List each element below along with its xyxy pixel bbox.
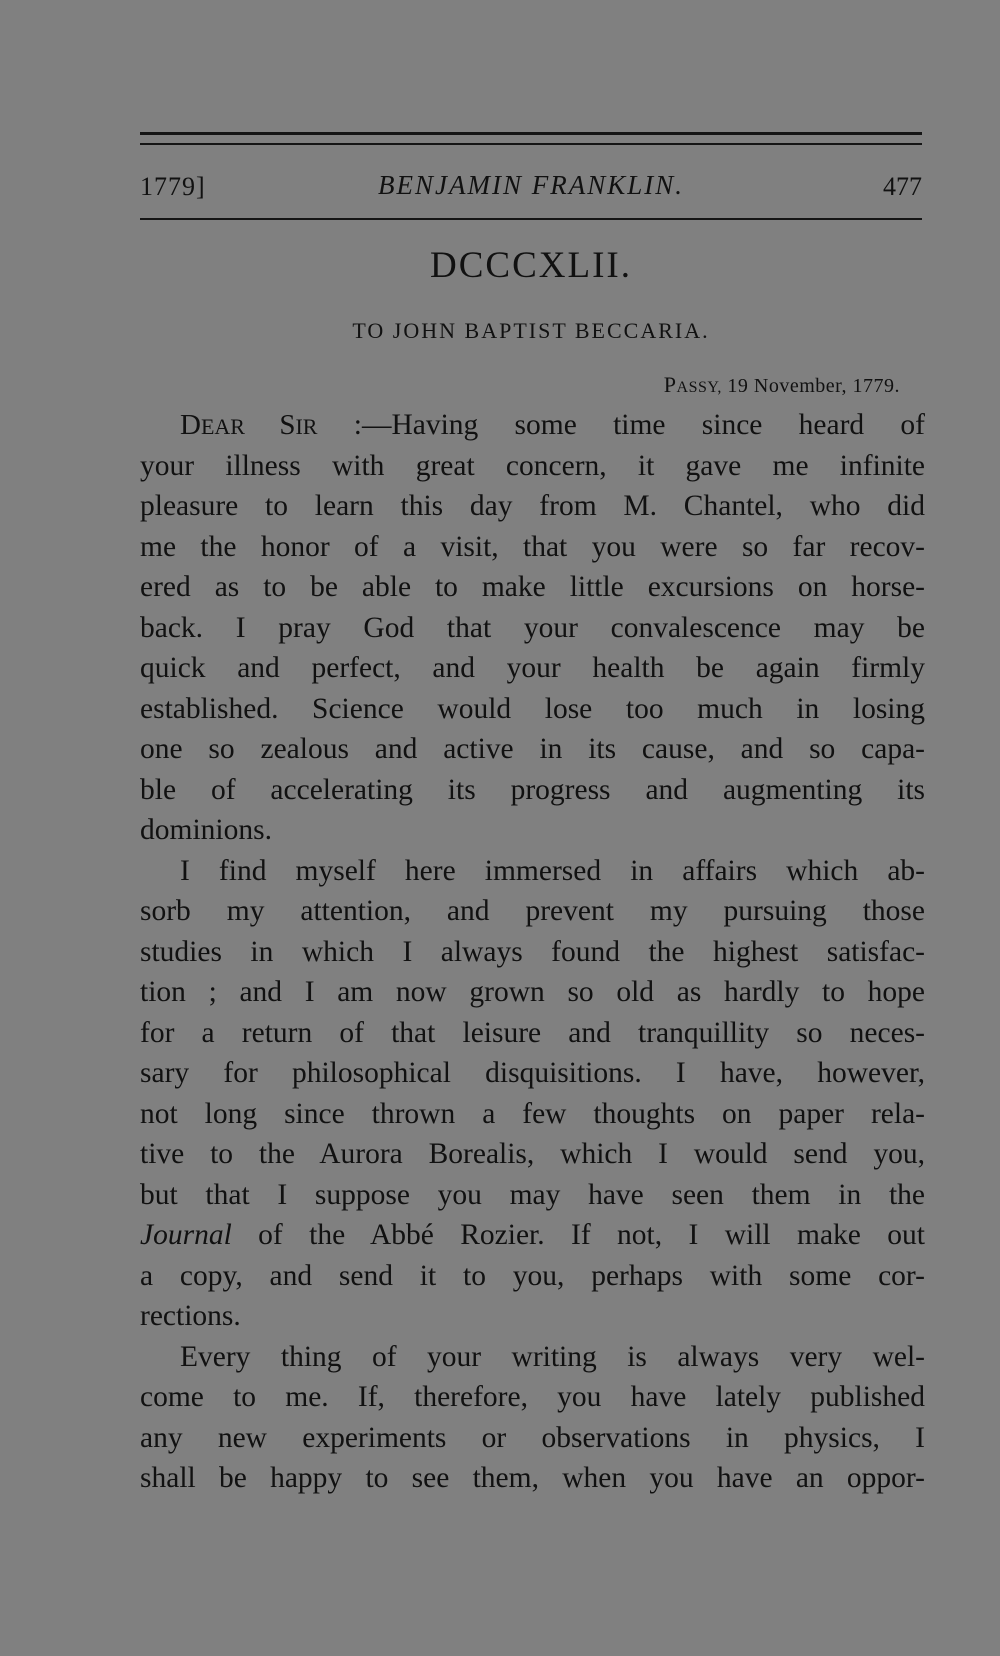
text-line: pleasure to learn this day from M. Chantel, who did [140,490,925,522]
top-rule-thick [140,132,922,135]
running-head-title: BENJAMIN FRANKLIN. [378,170,684,200]
header-rule [140,218,922,220]
text-line: dominions. [140,814,272,846]
letter-addressee: TO JOHN BAPTIST BECCARIA. [352,318,710,343]
text-line: ered as to be able to make little excursions on horse- [140,571,925,603]
text-line: any new experiments or observations in physics, I [140,1421,925,1454]
text-line: sorb my attention, and prevent my pursuing those [140,895,925,927]
text-line: tion ; and I am now grown so old as hardly to hope [140,976,925,1008]
salutation-initial-s: S [279,409,296,441]
text-line: not long since thrown a few thoughts on paper rela- [140,1097,925,1130]
text-line: rections. [140,1300,241,1332]
text-line: your illness with great concern, it gave me infinite [140,449,925,482]
text-line: back. I pray God that your convalescence may be [140,611,925,644]
text-line: come to me. If, therefore, you have lately published [140,1381,925,1413]
text-line: quick and perfect, and your health be again firmly [140,652,925,684]
text-line: for a return of that leisure and tranquillity so neces- [140,1016,925,1049]
text-line [140,405,925,446]
salutation-ear: EAR [200,414,280,439]
salutation-initial-d: D [180,409,201,441]
running-head [140,168,922,208]
page-number: 477 [883,172,922,201]
line-01-rest: :—Having some time since heard of [317,409,925,441]
letter-body [140,405,925,1499]
dateline-place-rest: ASSY, [676,379,722,396]
letter-dateline [664,372,900,398]
top-rule-thin [140,143,922,145]
text-line: but that I suppose you may have seen them in the [140,1178,925,1211]
journal-title: Journal [140,1219,232,1251]
dateline-date: 19 November, 1779. [721,375,900,397]
line-21-rest: of the Abbé Rozier. If not, I will make out [231,1219,925,1251]
text-line: I find myself here immersed in affairs which ab- [180,854,925,887]
text-line: established. Science would lose too much in losing [140,692,925,725]
dateline-place-initial: P [663,372,677,397]
text-line: a copy, and send it to you, perhaps with some cor- [140,1259,925,1292]
text-line: me the honor of a visit, that you were so far recov- [140,530,925,563]
text-line: ble of accelerating its progress and augmenting its [140,773,925,806]
salutation-ir: IR [295,414,318,439]
text-line: shall be happy to see them, when you have an oppor- [140,1462,925,1494]
running-head-year: 1779] [140,172,206,201]
text-line [140,1215,925,1256]
text-line: one so zealous and active in its cause, and so capa- [140,733,925,765]
text-line: sary for philosophical disquisitions. I have, however, [140,1057,925,1089]
text-line: studies in which I always found the highest satisfac- [140,935,925,968]
text-line: Every thing of your writing is always very wel- [180,1340,925,1373]
text-line: tive to the Aurora Borealis, which I would send you, [140,1138,925,1170]
letter-number: DCCCXLII. [430,245,632,286]
